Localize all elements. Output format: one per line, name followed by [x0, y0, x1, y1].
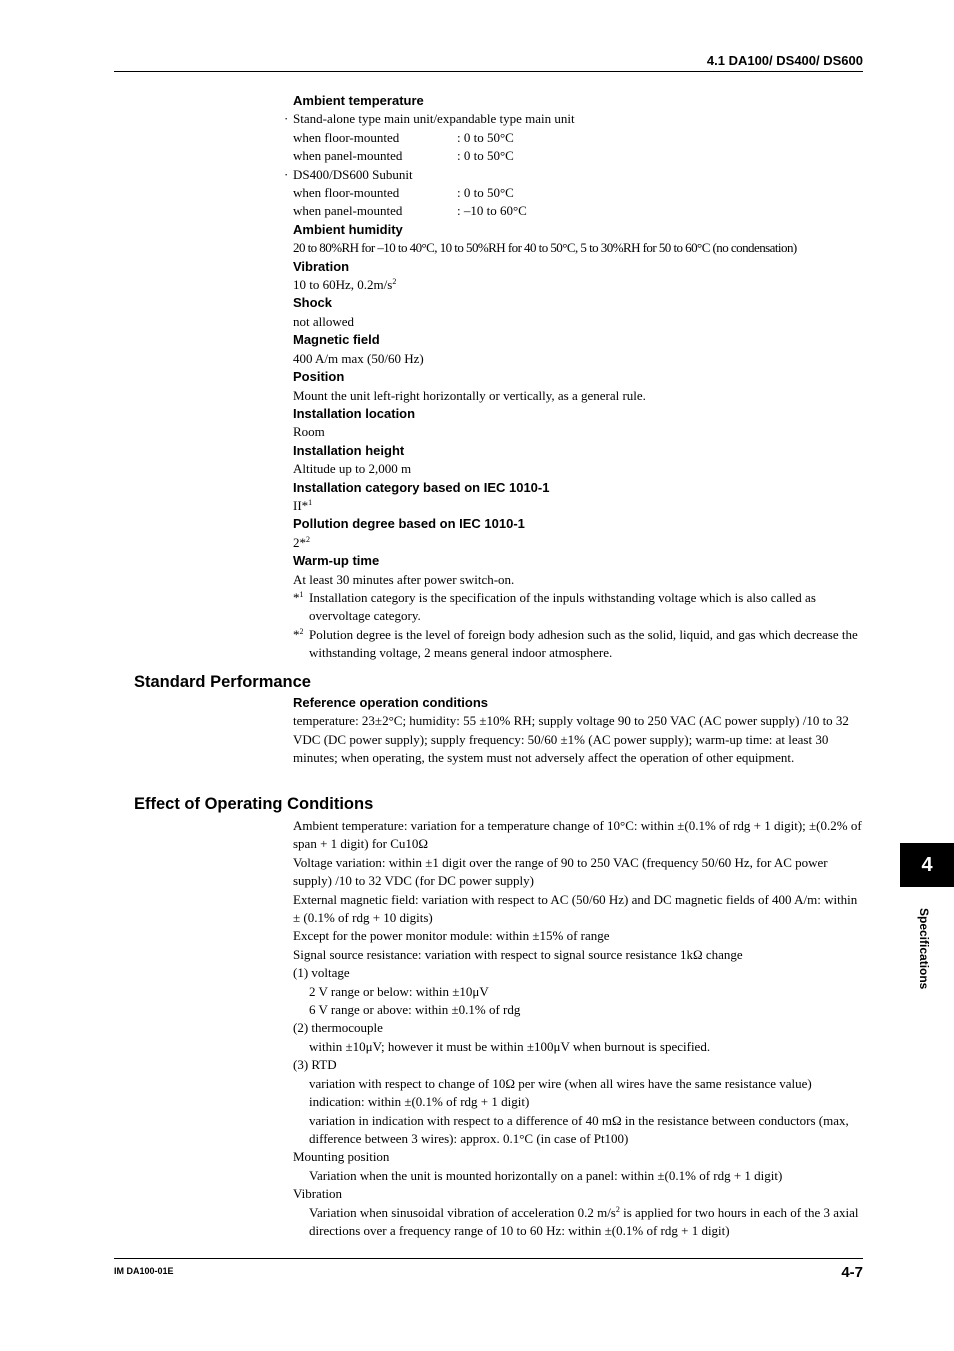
vibration-heading: Vibration [293, 258, 350, 274]
mounting-label: Mounting position [293, 1149, 390, 1165]
footer-doc-id: IM DA100-01E [114, 1266, 174, 1276]
footnote-2-sup: 2 [299, 626, 304, 636]
vibration-effect-label: Vibration [293, 1186, 343, 1202]
pollution-degree-sup: 2 [306, 534, 310, 544]
effect-signal: Signal source resistance: variation with respect to signal source resistance 1kΩ change [293, 946, 743, 962]
environment-specs [293, 92, 863, 663]
footnote-1-sup: 1 [299, 589, 304, 599]
vibration-sup: 2 [392, 277, 397, 287]
mounting-text: Variation when the unit is mounted horizontally on a panel: within ±(0.1% of rdg + 1 digit) [309, 1167, 783, 1183]
header-title: 4.1 DA100/ DS400/ DS600 [706, 53, 863, 68]
footnote-1-text: Installation category is the specification of the inpuls withstanding voltage which is also called as overvoltage category. [309, 589, 816, 624]
magnetic-field-text: 400 A/m max (50/60 Hz) [293, 350, 424, 366]
installation-location-heading: Installation location [293, 405, 416, 421]
shock-text: not allowed [293, 313, 355, 329]
item2-label: (2) thermocouple [293, 1020, 383, 1036]
item3-b: indication: within ±(0.1% of rdg + 1 digit) [309, 1094, 530, 1110]
effect-voltage: Voltage variation: within ±1 digit over the range of 90 to 250 VAC (frequency 50/60 Hz, for AC power supply) /10 to 32 VDC (for DC power supply) [293, 854, 828, 889]
pollution-degree-heading: Pollution degree based on IEC 1010-1 [293, 516, 525, 532]
installation-category-sup: 1 [308, 497, 313, 507]
footnote-1-mark: * [293, 589, 300, 605]
item3-c: variation in indication with respect to a difference of 40 mΩ in the resistance between conductors (max, difference between 3 wires): approx. 0.1°C (in case of Pt100) [309, 1112, 849, 1146]
subunit-label: · DS400/DS600 Subunit [293, 166, 863, 184]
position-heading: Position [293, 369, 345, 385]
pollution-degree-text: 2* [293, 534, 306, 550]
item1-label: (1) voltage [293, 965, 350, 981]
item1-a: 2 V range or below: within ±10μV [309, 983, 489, 999]
effect-except: Except for the power monitor module: within ±15% of range [293, 928, 610, 944]
header-rule [114, 71, 863, 72]
sub-floor-mounted-label: when floor-mounted [293, 185, 400, 201]
installation-location-text: Room [293, 424, 325, 440]
vibration-effect-sup: 2 [615, 1204, 620, 1214]
footnote-1 [293, 589, 863, 626]
effect-magnetic: External magnetic field: variation with respect to AC (50/60 Hz) and DC magnetic fields of 400 A/m: within ± (0.1% of rdg + 10 digits) [293, 891, 858, 926]
footnote-2 [293, 626, 863, 663]
installation-category-heading: Installation category based on IEC 1010-1 [293, 479, 550, 495]
shock-heading: Shock [293, 295, 333, 311]
item1-b: 6 V range or above: within ±0.1% of rdg [309, 1002, 521, 1018]
vibration-effect-text-a: Variation when sinusoidal vibration of acceleration 0.2 m/s [309, 1204, 616, 1220]
ambient-humidity-heading: Ambient humidity [293, 221, 403, 237]
footnote-2-text: Polution degree is the level of foreign body adhesion such as the solid, liquid, and gas which decrease the withstanding voltage, 2 means general indoor atmosphere. [309, 626, 858, 661]
installation-height-text: Altitude up to 2,000 m [293, 461, 412, 477]
standard-performance-heading: Standard Performance [134, 673, 311, 691]
chapter-label: Specifications [917, 908, 931, 990]
main-unit-label: · Stand-alone type main unit/expandable type main unit [293, 110, 863, 128]
page-number: 4-7 [841, 1264, 863, 1281]
vibration-effect-text [293, 1204, 863, 1241]
sub-panel-mounted-label: when panel-mounted [293, 203, 403, 219]
warmup-heading: Warm-up time [293, 553, 380, 569]
vibration-effect-text-b: is applied for two hours in each of the 3 axial directions over a frequency range of 10 to 60 Hz: within ±(0.1% of rdg + 1 digit) [309, 1204, 859, 1238]
effect-ambient: Ambient temperature: variation for a temperature change of 10°C: within ±(0.1% of rdg + 1 digit); ±(0.2% of span + 1 digit) for Cu10Ω [293, 818, 862, 852]
warmup-text: At least 30 minutes after power switch-on. [293, 571, 515, 587]
ambient-temperature-heading: Ambient temperature [293, 93, 424, 108]
item3-a: variation with respect to change of 10Ω per wire (when all wires have the same resistance value) [309, 1075, 812, 1091]
chapter-tab[interactable]: 4 [900, 843, 954, 887]
magnetic-field-heading: Magnetic field [293, 332, 380, 348]
sub-panel-mounted-value: : –10 to 60°C [457, 203, 527, 219]
ambient-humidity-text: 20 to 80%RH for –10 to 40°C, 10 to 50%RH for 40 to 50°C, 5 to 30%RH for 50 to 60°C (no condensation) [293, 240, 797, 256]
position-text: Mount the unit left-right horizontally or vertically, as a general rule. [293, 387, 646, 403]
sub-floor-mounted-value: : 0 to 50°C [457, 185, 514, 201]
effect-heading: Effect of Operating Conditions [134, 795, 374, 813]
effect-section [293, 817, 863, 1240]
installation-height-heading: Installation height [293, 442, 405, 458]
item3-label: (3) RTD [293, 1057, 337, 1073]
panel-mounted-label: when panel-mounted [293, 148, 403, 164]
footnote-2-mark: * [293, 626, 300, 642]
reference-conditions-heading: Reference operation conditions [293, 695, 489, 710]
panel-mounted-value: : 0 to 50°C [457, 148, 514, 164]
reference-conditions-text: temperature: 23±2°C; humidity: 55 ±10% RH; supply voltage 90 to 250 VAC (AC power supply) /10 to 32 VDC (DC power supply); supply frequency: 50/60 ±1% (AC power supply); warm-up time: at least 30 minutes; when operating, the system must not adversely affect the operation of other equipment. [293, 713, 849, 766]
standard-performance-section [293, 694, 863, 768]
vibration-text: 10 to 60Hz, 0.2m/s [293, 277, 393, 293]
installation-category-text: II* [293, 497, 309, 513]
floor-mounted-value: : 0 to 50°C [457, 129, 514, 145]
floor-mounted-label: when floor-mounted [293, 129, 400, 145]
footer-rule [114, 1258, 863, 1259]
item2-a: within ±10μV; however it must be within ±100μV when burnout is specified. [309, 1038, 711, 1054]
